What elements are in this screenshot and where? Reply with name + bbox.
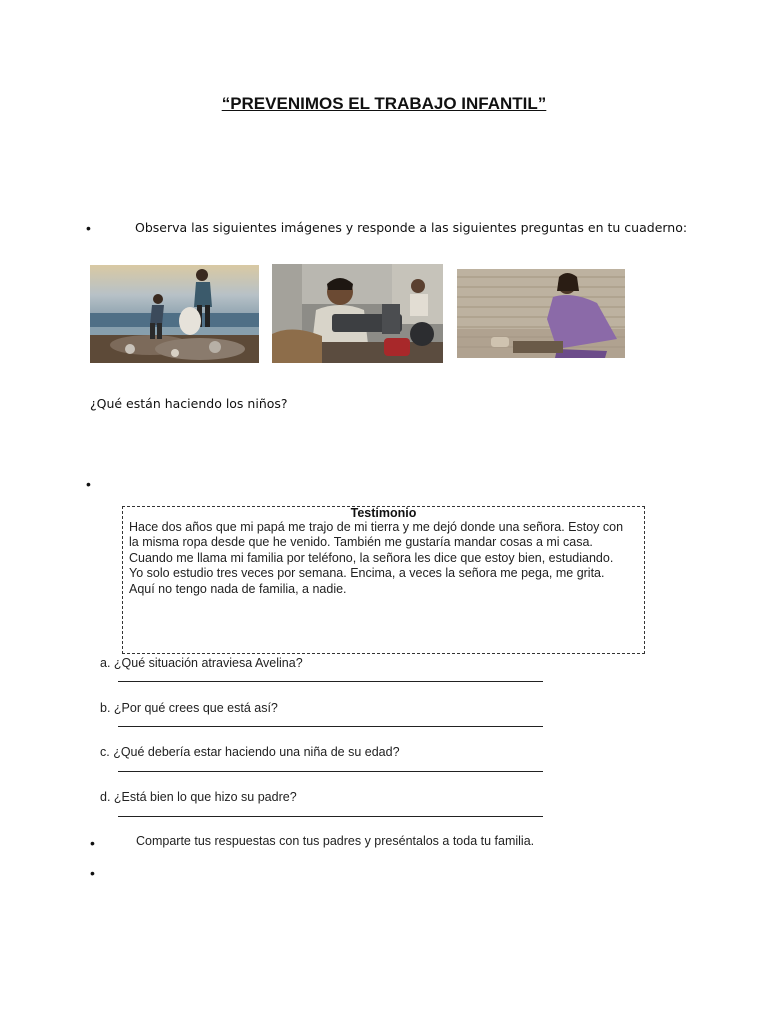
- document-title: “PREVENIMOS EL TRABAJO INFANTIL”: [221, 94, 547, 113]
- question-d: d. ¿Está bien lo que hizo su padre?: [100, 790, 297, 804]
- boy-at-sewing-machine-photo: [272, 264, 443, 363]
- testimonio-line: la misma ropa desde que he venido. También me gustaría mandar cosas a mi casa.: [129, 535, 593, 550]
- bullet-marker: •: [90, 865, 95, 881]
- bullet-marker: •: [90, 835, 95, 851]
- girl-making-bricks-photo: [457, 269, 625, 358]
- answer-line-a[interactable]: [118, 681, 543, 682]
- bullet-marker: •: [86, 476, 91, 492]
- question-c: c. ¿Qué debería estar haciendo una niña de su edad?: [100, 745, 400, 759]
- bullet-marker: •: [86, 220, 91, 236]
- answer-line-b[interactable]: [118, 726, 543, 727]
- testimonio-line: Aquí no tengo nada de familia, a nadie.: [129, 581, 347, 596]
- question-b: b. ¿Por qué crees que está así?: [100, 701, 278, 715]
- testimonio-line: Hace dos años que mi papá me trajo de mi tierra y me dejó donde una señora. Estoy con: [129, 520, 624, 534]
- answer-line-d[interactable]: [118, 816, 543, 817]
- beach-children-collecting-trash-photo: [90, 265, 259, 363]
- answer-line-c[interactable]: [118, 771, 543, 772]
- testimonio-line: Yo solo estudio tres veces por semana. Encima, a veces la señora me pega, me grita.: [129, 566, 605, 581]
- closing-instruction: Comparte tus respuestas con tus padres y preséntalos a toda tu familia.: [136, 834, 535, 848]
- testimonio-text: [129, 520, 639, 597]
- testimonio-title: Testimonio: [350, 506, 417, 520]
- question-a: a. ¿Qué situación atraviesa Avelina?: [100, 656, 303, 670]
- main-question: ¿Qué están haciendo los niños?: [90, 396, 288, 411]
- testimonio-line: Cuando me llama mi familia por teléfono, la señora les dice que estoy bien, estudiando.: [129, 550, 614, 565]
- instruction-text: Observa las siguientes imágenes y responde a las siguientes preguntas en tu cuaderno:: [135, 220, 688, 235]
